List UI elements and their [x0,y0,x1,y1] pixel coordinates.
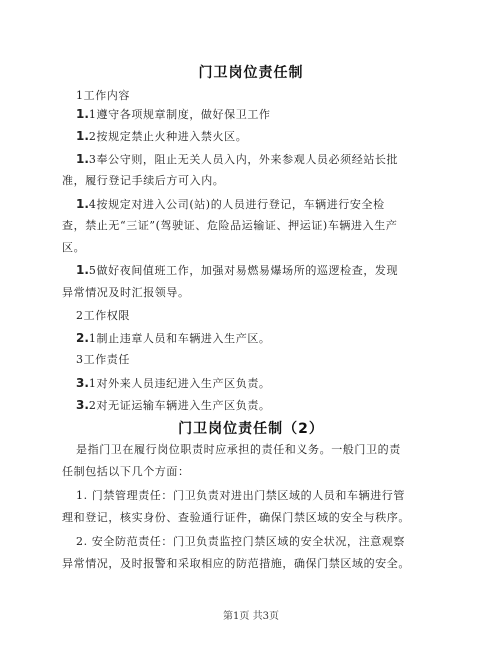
item-1-3 [76,151,398,168]
paragraph-security: 2. 安全防范责任：门卫负责监控门禁区域的安全状况，注意观察 [76,535,405,548]
item-3-2 [76,397,271,414]
item-1-4-continuation: 区。 [62,241,86,254]
item-number: 3. [76,398,89,412]
item-number: 2. [76,331,89,345]
paragraph-security-continuation: 异常情况，及时报警和采取相应的防范措施，确保门禁区域的安全。 [62,557,410,570]
paragraph-access-control: 1. 门禁管理责任：门卫负责对进出门禁区域的人员和车辆进行管 [76,489,405,502]
page-footer: 第1页 共3页 [223,611,279,622]
item-number: 1. [76,263,89,277]
paragraph-access-control-continuation: 理和登记，核实身份、查验通行证件，确保门禁区域的安全与秩序。 [62,511,410,524]
item-number: 1. [76,152,89,166]
item-text: 1制止违章人员和车辆进入生产区。 [88,332,271,345]
item-text: 3奉公守则，阻止无关人员入内，外来参观人员必须经站长批 [88,153,399,166]
section-title-2: 门卫岗位责任制（2） [178,421,324,437]
item-text: 1遵守各项规章制度，做好保卫工作 [88,108,271,121]
item-text: 5做好夜间值班工作，加强对易燃易爆场所的巡逻检查，发现 [88,264,399,277]
paragraph-intro: 是指门卫在履行岗位职责时应承担的责任和义务。一般门卫的责 [76,443,401,456]
item-number: 1. [76,129,89,143]
section-heading-work-authority: 2工作权限 [76,309,130,322]
section-heading-work-responsibility: 3工作责任 [76,353,130,366]
item-1-3-continuation: 准，履行登记手续后方可入内。 [62,174,225,187]
item-1-4-continuation: 查，禁止无“三证”(驾驶证、危险品运输证、押运证)车辆进入生产 [62,219,398,232]
item-text: 2按规定禁止火种进入禁火区。 [88,130,248,143]
paragraph-intro-continuation: 任制包括以下几个方面： [62,465,190,478]
item-3-1 [76,375,271,392]
item-number: 1. [76,107,89,121]
item-1-2 [76,128,247,145]
item-1-4 [76,196,385,213]
item-1-5 [76,262,398,279]
item-text: 2对无证运输车辆进入生产区负责。 [88,399,271,412]
item-number: 1. [76,197,89,211]
item-text: 4按规定对进入公司(站)的人员进行登记，车辆进行安全检 [88,198,385,211]
item-1-5-continuation: 异常情况及时汇报领导。 [62,286,190,299]
document-title: 门卫岗位责任制 [198,65,304,81]
item-text: 1对外来人员违纪进入生产区负责。 [88,377,271,390]
item-1-1 [76,106,271,123]
section-heading-work-content: 1工作内容 [76,89,130,102]
item-2-1 [76,330,271,347]
item-number: 3. [76,376,89,390]
